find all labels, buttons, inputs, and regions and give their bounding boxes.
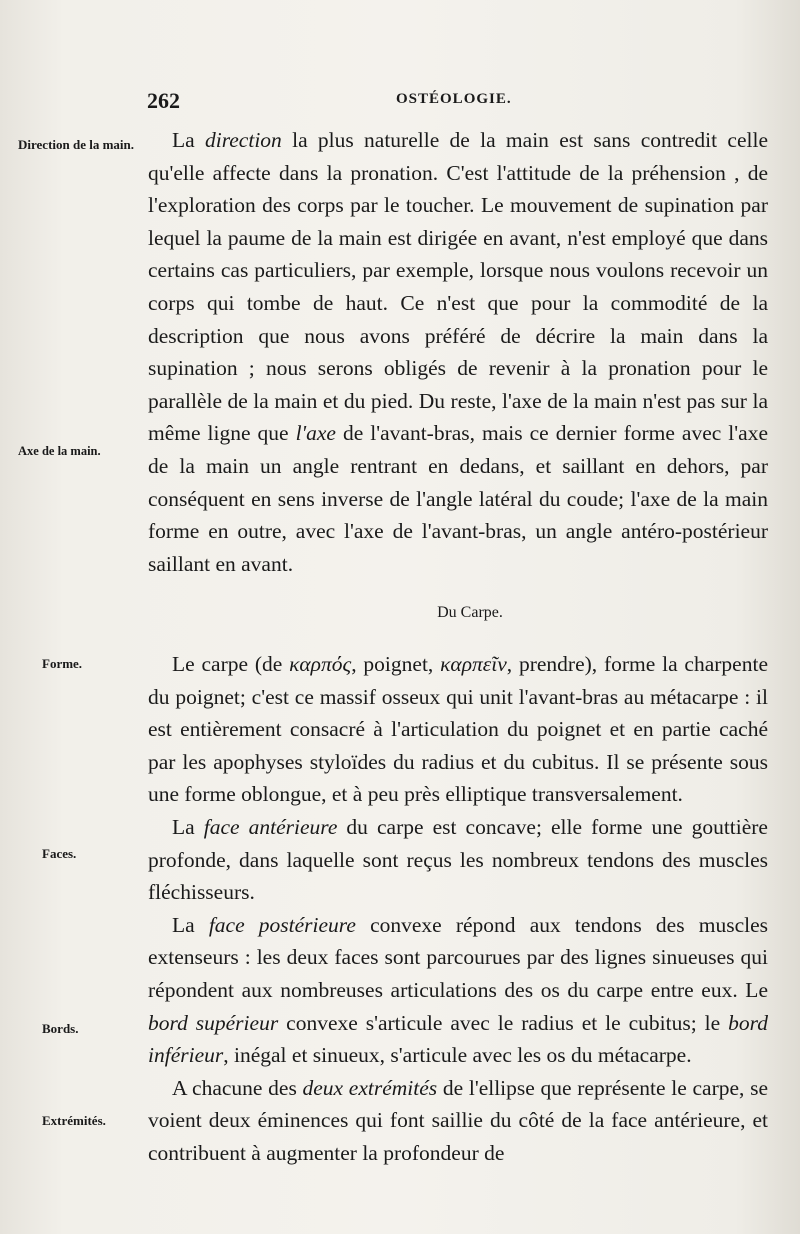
- paragraph-forme: Le carpe (de καρπός, poignet, καρπεῖν, prendre), forme la charpente du poignet; c'est ce massif osseux qui unit l'avant-bras au métacarpe : il est entièrement consacré à l'articulation du poignet et en partie caché par les apophyses styloïdes du radius et du cubitus. Il se présente sous une forme oblongue, et à peu près elliptique transversalement.: [148, 652, 768, 807]
- text-block-direction: [148, 124, 768, 580]
- running-head: OSTÉOLOGIE.: [396, 91, 512, 107]
- paragraph-extremites: A chacune des deux extrémités de l'ellipse que représente le carpe, se voient deux éminences qui font saillie du côté de la face antérieure, et contribuent à augmenter la profondeur de: [148, 1075, 769, 1165]
- paragraph-direction: La direction la plus naturelle de la main est sans contredit celle qu'elle affecte dans la pronation. C'est l'attitude de la préhension , de l'exploration des corps par le toucher. Le mouvement de supination par lequel la paume de la main est dirigée en avant, n'est employé que dans certains cas particuliers, par exemple, lorsque nous voulons recevoir un corps qui tombe de haut. Ce n'est que pour la commodité de la description que nous avons préféré de décrire la main dans la supination ; nous serons obligés de revenir à la pronation pour le parallèle de la main et du pied. Du reste, l'axe de la main n'est pas sur la même ligne que l'axe de l'avant-bras, mais ce dernier forme avec l'axe de la main un angle rentrant en dedans, et saillant en dehors, par conséquent en sens inverse de l'angle latéral du coude; l'axe de la main forme en outre, avec l'axe de l'avant-bras, un angle antéro-postérieur saillant en avant.: [148, 128, 768, 576]
- page-header: [0, 88, 800, 118]
- margin-note-extremites: Extrémités.: [42, 1113, 106, 1128]
- margin-note-axe: Axe de la main.: [18, 444, 101, 458]
- margin-note-faces: Faces.: [42, 846, 77, 861]
- margin-note-bords: Bords.: [42, 1021, 79, 1036]
- margin-note-forme: Forme.: [42, 656, 83, 671]
- page-number: 262: [147, 88, 180, 113]
- margin-note-direction: Direction de la main.: [18, 137, 135, 152]
- paragraph-faces: La face antérieure du carpe est concave; elle forme une gouttière profonde, dans laquelle sont reçus les nombreux tendons des muscles fléchisseurs.: [148, 814, 768, 905]
- paragraph-bords: La face postérieure convexe répond aux tendons des muscles extenseurs : les deux faces sont parcourues par des lignes sinueuses qui répondent aux nombreuses articulations des os du carpe entre eux. Le bord supérieur convexe s'articule avec le radius et le cubitus; le bord inférieur, inégal et sinueux, s'articule avec les os du métacarpe.: [148, 912, 768, 1068]
- section-title: Du Carpe.: [437, 604, 503, 621]
- text-block-carpe: [148, 648, 768, 1170]
